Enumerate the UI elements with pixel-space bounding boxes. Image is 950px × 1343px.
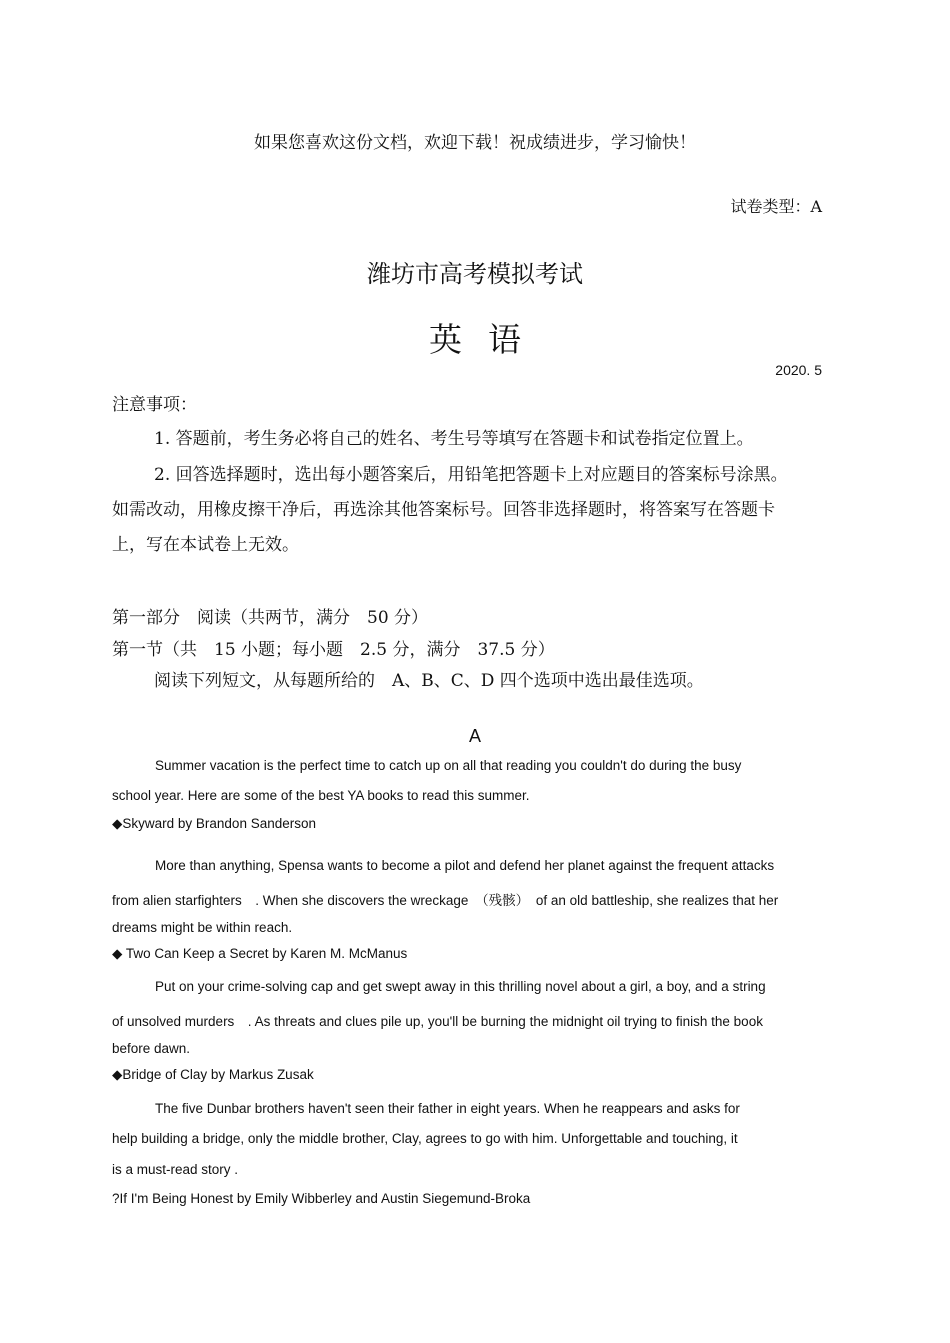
notes-item-2-line-3: 上，写在本试卷上无效。 [112, 535, 299, 555]
notes-item-2-line-1: 2. 回答选择题时，选出每小题答案后，用铅笔把答题卡上对应题目的答案标号涂黑。 [154, 465, 788, 485]
book-title-if-im-being-honest: ?If I'm Being Honest by Emily Wibberley and Austin Siegemund-Broka [112, 1191, 531, 1206]
notes-heading: 注意事项： [112, 395, 197, 415]
subject-title: 英语 [429, 320, 547, 359]
book-title-bridge-of-clay: ◆Bridge of Clay by Markus Zusak [112, 1067, 314, 1082]
section1-instruction: 阅读下列短文，从每题所给的 A、B、C、D 四个选项中选出最佳选项。 [154, 671, 704, 691]
notes-item-2-line-2: 如需改动，用橡皮擦干净后，再选涂其他答案标号。回答非选择题时，将答案写在答题卡 [112, 500, 775, 520]
book-skyward-line-2: from alien starfighters . When she discovers the wreckage （残骸） of an old battleship, she realizes that her [112, 893, 779, 908]
section1-heading: 第一节（共 15 小题；每小题 2.5 分，满分 37.5 分） [112, 640, 555, 660]
book-title-skyward: ◆Skyward by Brandon Sanderson [112, 816, 316, 831]
book-skyward-line-3: dreams might be within reach. [112, 920, 293, 935]
book-two-can-line-3: before dawn. [112, 1041, 191, 1056]
passage-intro-line-2: school year. Here are some of the best YA books to read this summer. [112, 788, 530, 803]
passage-label: A [468, 726, 481, 746]
notes-item-1: 1. 答题前，考生务必将自己的姓名、考生号等填写在答题卡和试卷指定位置上。 [154, 429, 754, 449]
header-note: 如果您喜欢这份文档，欢迎下载！祝成绩进步，学习愉快！ [254, 133, 696, 153]
book-two-can-line-1: Put on your crime-solving cap and get swept away in this thrilling novel about a girl, a boy, and a string [155, 979, 766, 994]
exam-date: 2020. 5 [775, 362, 822, 378]
exam-title: 潍坊市高考模拟考试 [367, 260, 583, 288]
part1-heading: 第一部分 阅读（共两节，满分 50 分） [112, 608, 429, 628]
paper-type: 试卷类型：A [730, 197, 822, 216]
book-bridge-line-3: is a must-read story . [112, 1162, 239, 1177]
book-bridge-line-1: The five Dunbar brothers haven't seen their father in eight years. When he reappears and asks for [155, 1101, 740, 1116]
book-skyward-line-1: More than anything, Spensa wants to become a pilot and defend her planet against the frequent attacks [155, 858, 775, 873]
book-bridge-line-2: help building a bridge, only the middle brother, Clay, agrees to go with him. Unforgettable and touching, it [112, 1131, 738, 1146]
book-two-can-line-2: of unsolved murders . As threats and clues pile up, you'll be burning the midnight oil trying to finish the book [112, 1014, 763, 1029]
passage-intro-line-1: Summer vacation is the perfect time to catch up on all that reading you couldn't do during the busy [155, 758, 742, 773]
book-title-two-can-keep-a-secret: ◆ Two Can Keep a Secret by Karen M. McManus [112, 946, 408, 961]
